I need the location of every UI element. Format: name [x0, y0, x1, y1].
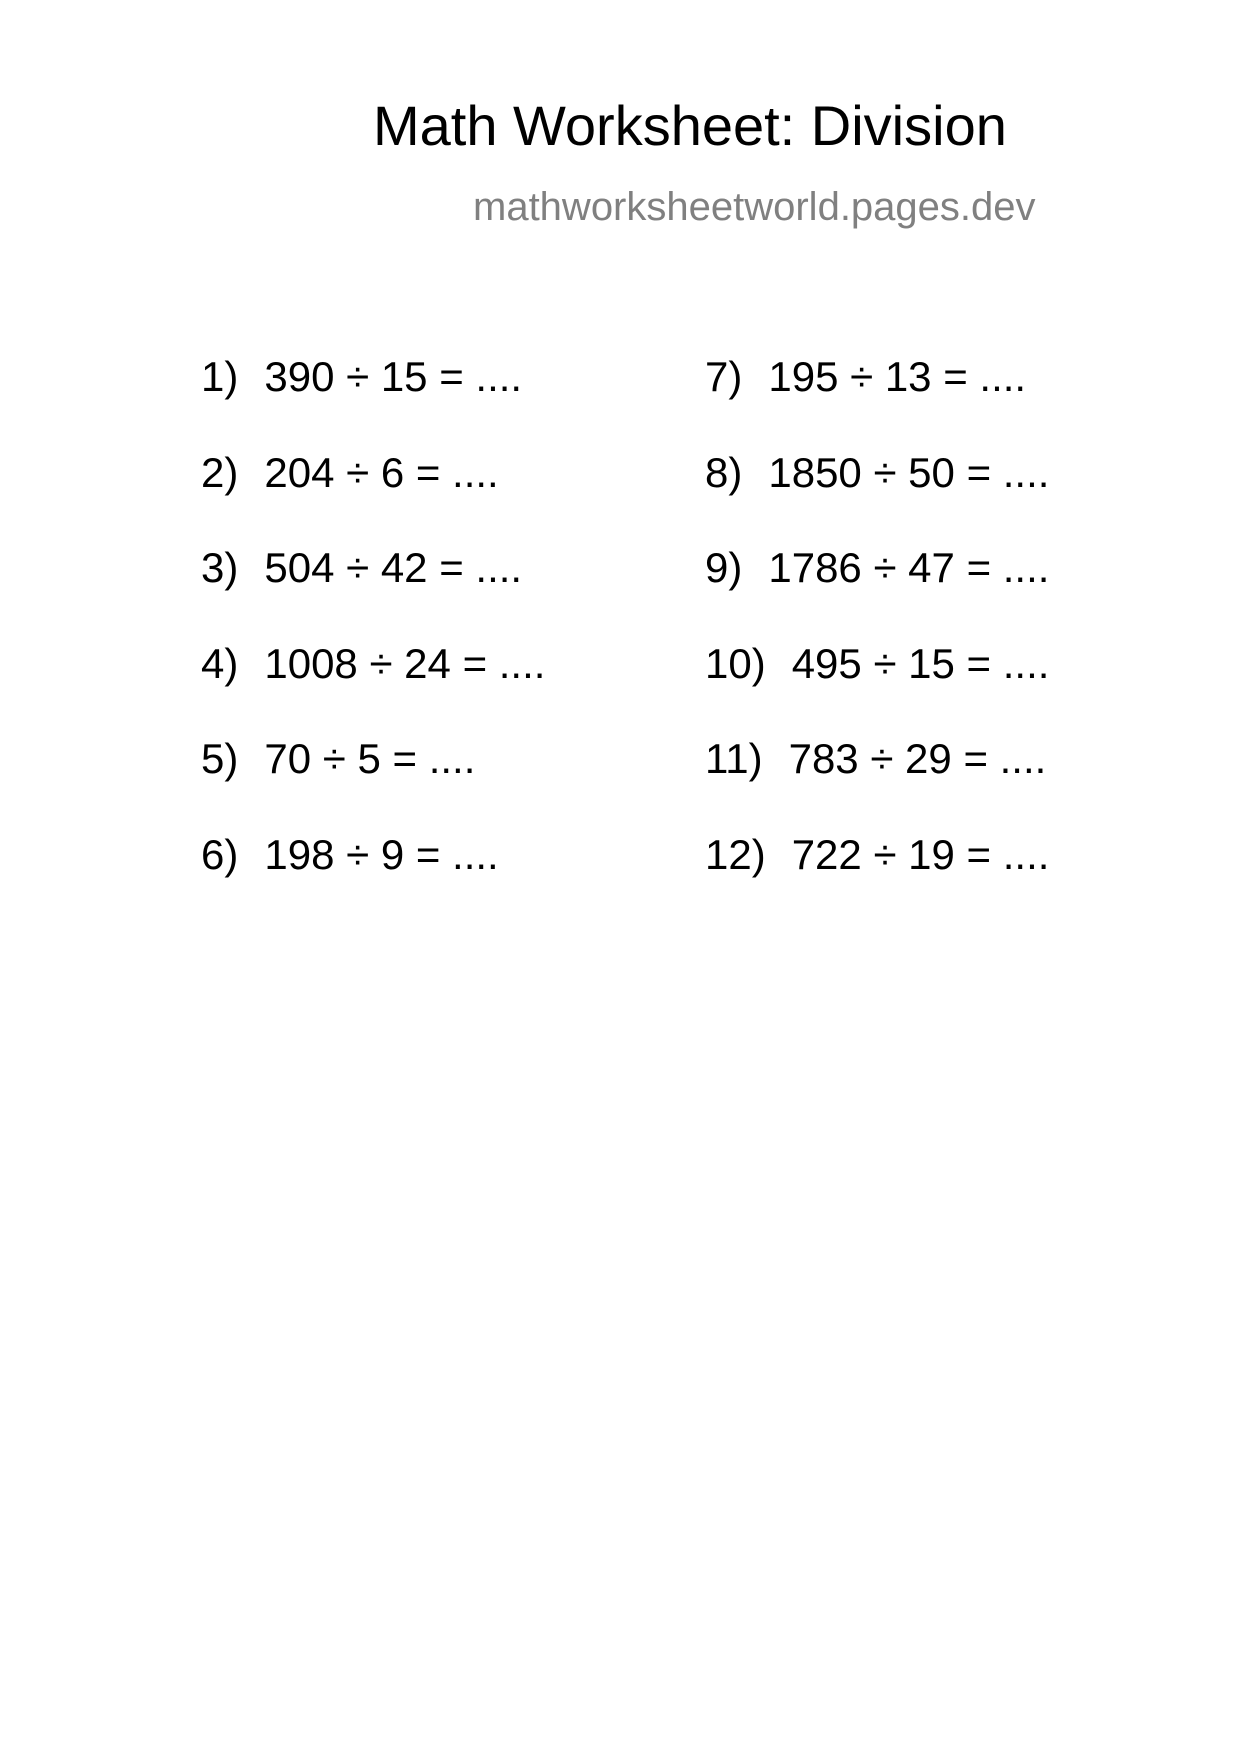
problem-number: 12)	[705, 830, 766, 878]
problem-number: 2)	[201, 448, 239, 496]
problem-item	[705, 449, 1049, 545]
problem-expression: 70 ÷ 5 = ....	[264, 735, 476, 782]
problem-number: 10)	[705, 639, 766, 687]
problem-column-right	[705, 353, 1049, 926]
problem-expression: 204 ÷ 6 = ....	[264, 448, 499, 496]
problem-number: 8)	[705, 448, 743, 496]
problem-expression: 198 ÷ 9 = ....	[264, 830, 499, 878]
problem-item	[201, 449, 545, 545]
problem-number: 3)	[201, 544, 239, 591]
page-title: Math Worksheet: Division	[373, 94, 1007, 157]
problem-item	[201, 640, 545, 736]
problem-expression: 504 ÷ 42 = ....	[264, 544, 523, 591]
problem-item	[201, 735, 545, 831]
problem-expression: 1008 ÷ 24 = ....	[264, 639, 546, 687]
problem-item	[705, 544, 1049, 640]
problem-expression: 1786 ÷ 47 = ....	[768, 544, 1050, 591]
problem-number: 4)	[201, 639, 239, 687]
problem-expression: 195 ÷ 13 = ....	[768, 353, 1027, 400]
problem-number: 9)	[705, 544, 743, 591]
problem-item	[201, 831, 545, 927]
problem-number: 5)	[201, 735, 239, 782]
problem-expression: 722 ÷ 19 = ....	[791, 830, 1050, 878]
problem-item	[705, 353, 1049, 449]
problem-number: 11)	[705, 735, 763, 782]
problem-column-left	[201, 353, 545, 926]
problem-number: 1)	[201, 353, 239, 400]
problem-expression: 495 ÷ 15 = ....	[791, 639, 1050, 687]
page-subtitle: mathworksheetworld.pages.dev	[473, 185, 1036, 229]
problem-expression: 390 ÷ 15 = ....	[264, 353, 523, 400]
problem-number: 6)	[201, 830, 239, 878]
problem-item	[705, 831, 1049, 927]
problem-item	[201, 544, 545, 640]
problem-expression: 783 ÷ 29 = ....	[788, 735, 1047, 782]
problem-expression: 1850 ÷ 50 = ....	[768, 448, 1050, 496]
problem-item	[201, 353, 545, 449]
problem-item	[705, 640, 1049, 736]
problem-number: 7)	[705, 353, 743, 400]
problem-item	[705, 735, 1049, 831]
